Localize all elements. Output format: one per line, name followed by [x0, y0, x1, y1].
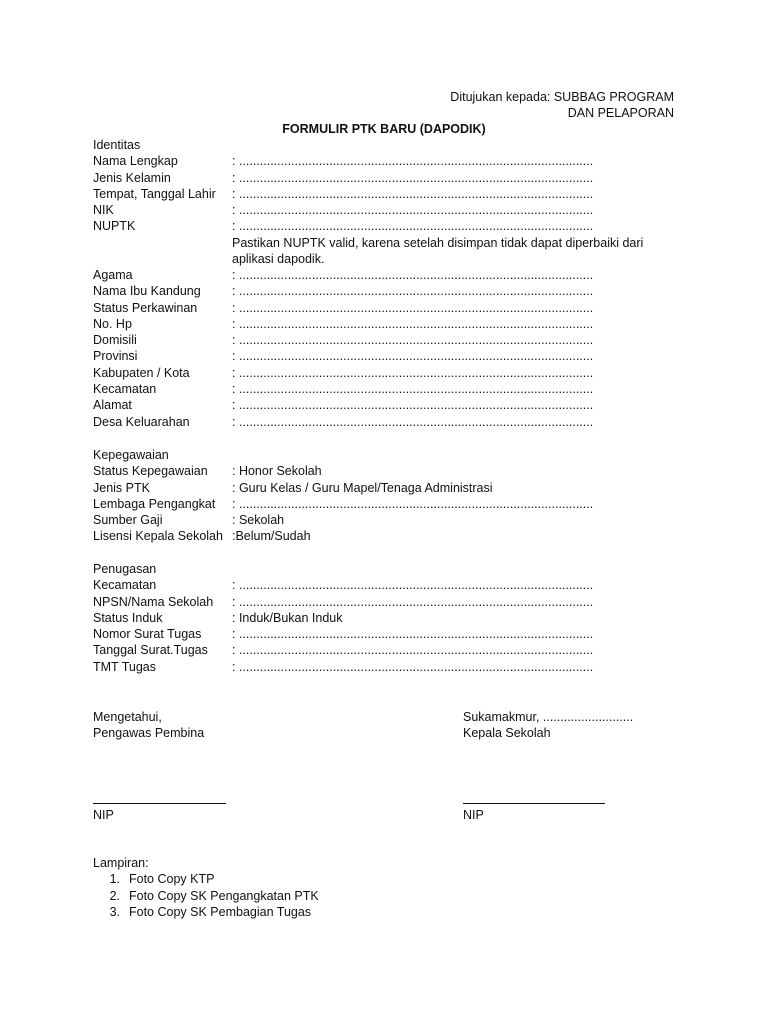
field-row	[93, 300, 653, 316]
field-value[interactable]: : ......................................................................................................	[232, 219, 594, 234]
list-number: 3.	[109, 904, 120, 919]
field-row	[93, 218, 653, 234]
list-number: 1.	[109, 872, 120, 887]
field-row	[93, 414, 653, 430]
field-label: Desa Keluarahan	[93, 414, 190, 429]
field-label: NUPTK	[93, 219, 136, 234]
lampiran-heading: Lampiran:	[93, 856, 149, 870]
field-row	[93, 202, 653, 218]
field-value[interactable]: : ......................................................................................................	[232, 333, 594, 348]
field-row	[93, 283, 653, 299]
field-label: Nama Ibu Kandung	[93, 284, 201, 299]
field-label: NIK	[93, 203, 114, 218]
left-sig-line2: Pengawas Pembina	[93, 726, 205, 740]
field-row	[93, 480, 653, 496]
right-sig-line2: Kepala Sekolah	[463, 726, 551, 740]
field-row	[93, 496, 653, 512]
form-title: FORMULIR PTK BARU (DAPODIK)	[282, 122, 486, 136]
field-label: NPSN/Nama Sekolah	[93, 594, 214, 609]
field-value[interactable]: : Guru Kelas / Guru Mapel/Tenaga Administrasi	[232, 480, 493, 495]
field-row	[93, 316, 653, 332]
field-label: Kecamatan	[93, 578, 157, 593]
field-row	[93, 659, 653, 675]
list-number: 2.	[109, 888, 120, 903]
field-label: Kecamatan	[93, 382, 157, 397]
section-identitas-cont	[93, 267, 653, 430]
field-row	[93, 267, 653, 283]
address-line-1: Ditujukan kepada: SUBBAG PROGRAM	[450, 90, 674, 104]
field-row	[93, 186, 653, 202]
lampiran-section	[93, 855, 319, 920]
field-row	[93, 642, 653, 658]
nuptk-note: Pastikan NUPTK valid, karena setelah disimpan tidak dapat diperbaiki dari aplikasi dapodik.	[232, 235, 644, 267]
list-item	[93, 871, 319, 887]
field-label: TMT Tugas	[93, 659, 156, 674]
field-row	[93, 153, 653, 169]
field-value[interactable]: : ......................................................................................................	[232, 627, 594, 642]
field-value[interactable]: : ......................................................................................................	[232, 203, 594, 218]
field-value[interactable]: : ......................................................................................................	[232, 594, 594, 609]
list-text: Foto Copy KTP	[129, 872, 215, 887]
field-label: Jenis Kelamin	[93, 170, 171, 185]
right-sig-line1: Sukamakmur, ..........................	[463, 710, 634, 724]
field-value[interactable]: : ......................................................................................................	[232, 578, 594, 593]
field-label: Agama	[93, 268, 133, 282]
address-line-2: DAN PELAPORAN	[567, 106, 674, 120]
field-value[interactable]: : ......................................................................................................	[232, 365, 594, 380]
list-text: Foto Copy SK Pembagian Tugas	[129, 904, 312, 919]
field-value[interactable]: : ......................................................................................................	[232, 300, 594, 315]
left-signature-line	[93, 803, 226, 804]
field-value[interactable]: : ......................................................................................................	[232, 186, 594, 201]
list-text: Foto Copy SK Pengangkatan PTK	[129, 888, 319, 903]
field-label: Kabupaten / Kota	[93, 365, 190, 380]
field-row	[93, 381, 653, 397]
right-nip: NIP	[463, 808, 484, 822]
section-heading: Identitas	[93, 138, 141, 152]
field-value[interactable]: : ......................................................................................................	[232, 382, 594, 397]
field-value[interactable]: : Induk/Bukan Induk	[232, 610, 343, 625]
field-label: Jenis PTK	[93, 480, 150, 495]
field-label: Status Kepegawaian	[93, 464, 208, 479]
field-row	[93, 348, 653, 364]
right-signature-line	[463, 803, 605, 804]
section-heading: Penugasan	[93, 562, 157, 576]
field-label: Status Perkawinan	[93, 300, 198, 315]
left-nip: NIP	[93, 808, 114, 822]
section-identitas	[93, 137, 653, 267]
field-label: No. Hp	[93, 316, 132, 331]
field-value[interactable]: : Honor Sekolah	[232, 464, 322, 479]
list-item	[93, 888, 319, 904]
field-label: Tanggal Surat.Tugas	[93, 643, 208, 658]
field-label: Provinsi	[93, 349, 138, 364]
list-item	[93, 904, 319, 920]
field-row	[93, 332, 653, 348]
section-heading: Kepegawaian	[93, 448, 169, 462]
field-label: Nomor Surat Tugas	[93, 627, 202, 642]
field-label: Sumber Gaji	[93, 513, 163, 528]
field-label: Lembaga Pengangkat	[93, 496, 216, 511]
field-value[interactable]: : ......................................................................................................	[232, 170, 594, 185]
field-label: Alamat	[93, 398, 132, 413]
field-label: Tempat, Tanggal Lahir	[93, 186, 216, 201]
field-row	[93, 512, 653, 528]
field-row	[93, 528, 653, 544]
field-label: Status Induk	[93, 610, 163, 625]
field-row	[93, 463, 653, 479]
field-value[interactable]: : ......................................................................................................	[232, 316, 594, 331]
field-row	[93, 594, 653, 610]
section-kepegawaian	[93, 447, 653, 545]
identitas-fields	[93, 153, 653, 234]
field-value[interactable]: : ......................................................................................................	[232, 659, 594, 674]
field-value[interactable]: : ......................................................................................................	[232, 349, 594, 364]
field-value[interactable]: : ......................................................................................................	[232, 284, 594, 299]
field-label: Domisili	[93, 333, 137, 348]
field-label: Nama Lengkap	[93, 154, 178, 169]
field-row	[93, 577, 653, 593]
field-row	[93, 365, 653, 381]
field-row	[93, 170, 653, 186]
field-row	[93, 610, 653, 626]
field-value[interactable]: : ......................................................................................................	[232, 268, 594, 282]
field-row	[93, 626, 653, 642]
field-row	[93, 397, 653, 413]
field-value[interactable]: :Belum/Sudah	[232, 529, 311, 544]
field-value[interactable]: : ......................................................................................................	[232, 643, 594, 658]
field-value[interactable]: : ......................................................................................................	[232, 414, 594, 429]
field-value[interactable]: : Sekolah	[232, 513, 285, 528]
field-value[interactable]: : ......................................................................................................	[232, 154, 594, 169]
field-label: Lisensi Kepala Sekolah	[93, 529, 223, 544]
left-sig-line1: Mengetahui,	[93, 710, 162, 724]
field-value[interactable]: : ......................................................................................................	[232, 496, 594, 511]
section-penugasan	[93, 561, 653, 675]
field-value[interactable]: : ......................................................................................................	[232, 398, 594, 413]
